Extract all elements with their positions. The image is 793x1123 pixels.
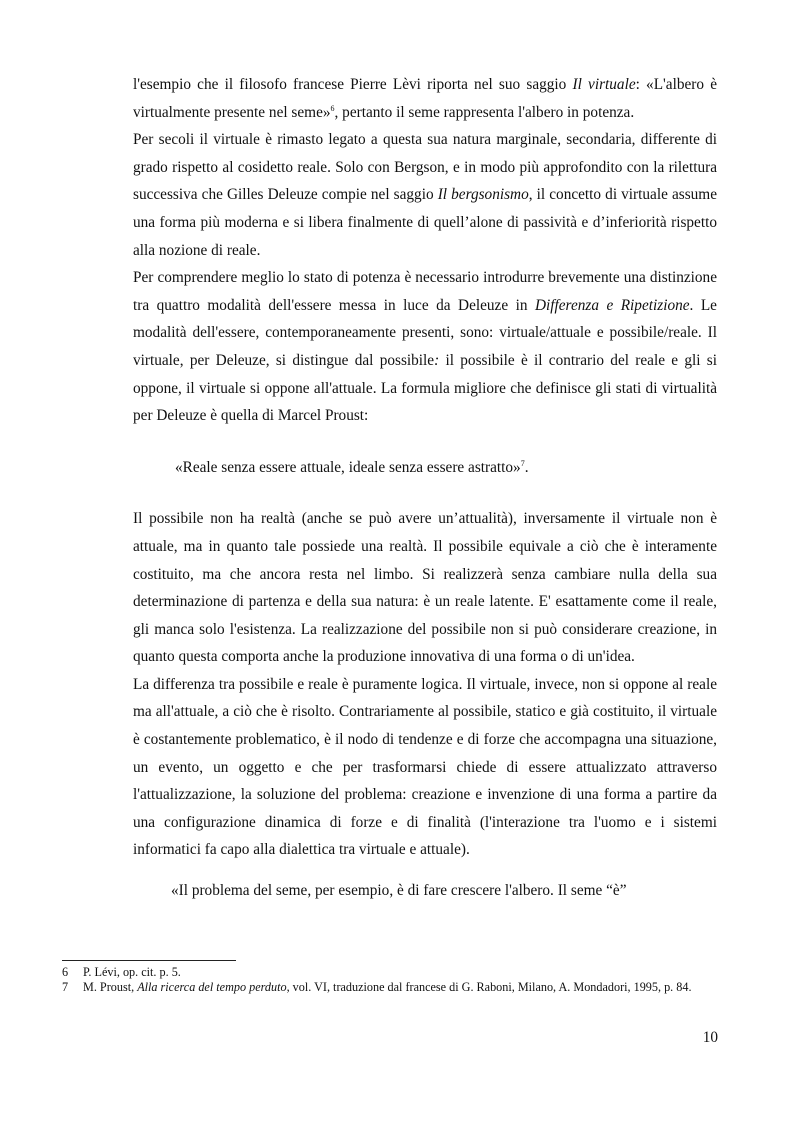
footnote-separator	[62, 960, 236, 961]
page-number: 10	[702, 1029, 718, 1046]
text-run: : «L'albero è virtualmente presente nel seme»	[133, 76, 717, 121]
footnote-ref-6[interactable]: 6	[330, 103, 335, 113]
text-run: l'esempio che il filosofo francese Pierre Lèvi riporta nel suo saggio	[133, 76, 573, 93]
text-run: il possibile è il contrario del reale e gli si oppone, il virtuale si oppone all'attuale. La formula migliore che definisce gli stati di virtualità per Deleuze è quella di Marcel Proust:	[133, 351, 717, 425]
block-quote-1	[133, 454, 717, 482]
paragraph-3	[133, 264, 717, 430]
footnote-7	[62, 980, 718, 995]
book-title: Il virtuale	[572, 76, 636, 93]
text-run: . Le modalità dell'essere, contemporaneamente presenti, sono: virtuale/attuale e possibile/reale. Il virtuale, per Deleuze, si distingue dal possibile	[133, 296, 717, 369]
book-title: Alla ricerca del tempo perduto	[137, 980, 287, 994]
block-quote-2: «Il problema del seme, per esempio, è di fare crescere l'albero. Il seme “è”	[171, 882, 627, 900]
text-run: , pertanto il seme rappresenta l'albero in potenza.	[334, 103, 635, 121]
footnotes	[62, 965, 718, 995]
text-run: .	[524, 458, 529, 476]
paragraph-5: La differenza tra possibile e reale è puramente logica. Il virtuale, invece, non si oppone al reale ma all'attuale, a ciò che è risolto. Contrariamente al possibile, statico e già costituito, il virtuale è costantemente problematico, è il nodo di tendenze e di forze che accompagna una situazione, un evento, un oggetto e che per trasformarsi chiede di essere attualizzato attraverso l'attualizzazione, la soluzione del problema: creazione e invenzione di una forma a partire da una configurazione dinamica di forze e di finalità (l'interazione tra l'uomo e i sistemi informatici fa capo alla dialettica tra virtuale e attuale).	[133, 675, 717, 859]
paragraph-4: Il possibile non ha realtà (anche se può avere un’attualità), inversamente il virtuale non è attuale, ma in quanto tale possiede una realtà. Il possibile equivale a ciò che è interamente costituito, ma che ancora resta nel limbo. Si realizzerà senza cambiare nulla della sua determinazione di partenza e della sua natura: è un reale latente. E' esattamente come il reale, gli manca solo l'esistenza. La realizzazione del possibile non si può considerare creazione, in quanto questa comporta anche la produzione innovativa di una forma o di un'idea.	[133, 510, 717, 666]
footnote-6	[62, 965, 718, 980]
footnote-text	[83, 965, 718, 980]
quote-text: «Reale senza essere attuale, ideale senza essere astratto»	[175, 458, 521, 476]
text-run: M. Proust,	[83, 980, 138, 994]
text-run: , il concetto di virtuale assume una forma più moderna e si libera finalmente di quell’alone di passività e d’inferiorità rispetto alla nozione di reale.	[133, 186, 717, 259]
text-run: :	[434, 351, 440, 369]
text-run: Per secoli il virtuale è rimasto legato a questa sua natura marginale, secondaria, differente di grado rispetto al cosidetto reale. Solo con Bergson, e in modo più approfondito con la rilettura successiva che Gilles Deleuze compie nel saggio	[133, 131, 717, 204]
book-title: Differenza e Ripetizione	[534, 296, 690, 314]
text-run: , vol. VI, traduzione dal francese di G. Raboni, Milano, A. Mondadori, 1995, p. 84.	[286, 980, 692, 994]
footnote-ref-7[interactable]: 7	[520, 458, 525, 468]
text-run: Per comprendere meglio lo stato di potenza è necessario introdurre brevemente una distinzione tra quattro modalità dell'essere messa in luce da Deleuze in	[133, 269, 717, 314]
paragraph-2	[133, 126, 717, 264]
body-text	[133, 71, 717, 905]
footnote-number: 6	[62, 965, 69, 979]
footnote-number: 7	[62, 980, 69, 994]
text-run: P. Lévi, op. cit. p. 5.	[83, 965, 181, 979]
footnote-text	[83, 980, 718, 995]
paragraph-1	[133, 71, 717, 126]
book-title: Il bergsonismo	[437, 186, 529, 204]
